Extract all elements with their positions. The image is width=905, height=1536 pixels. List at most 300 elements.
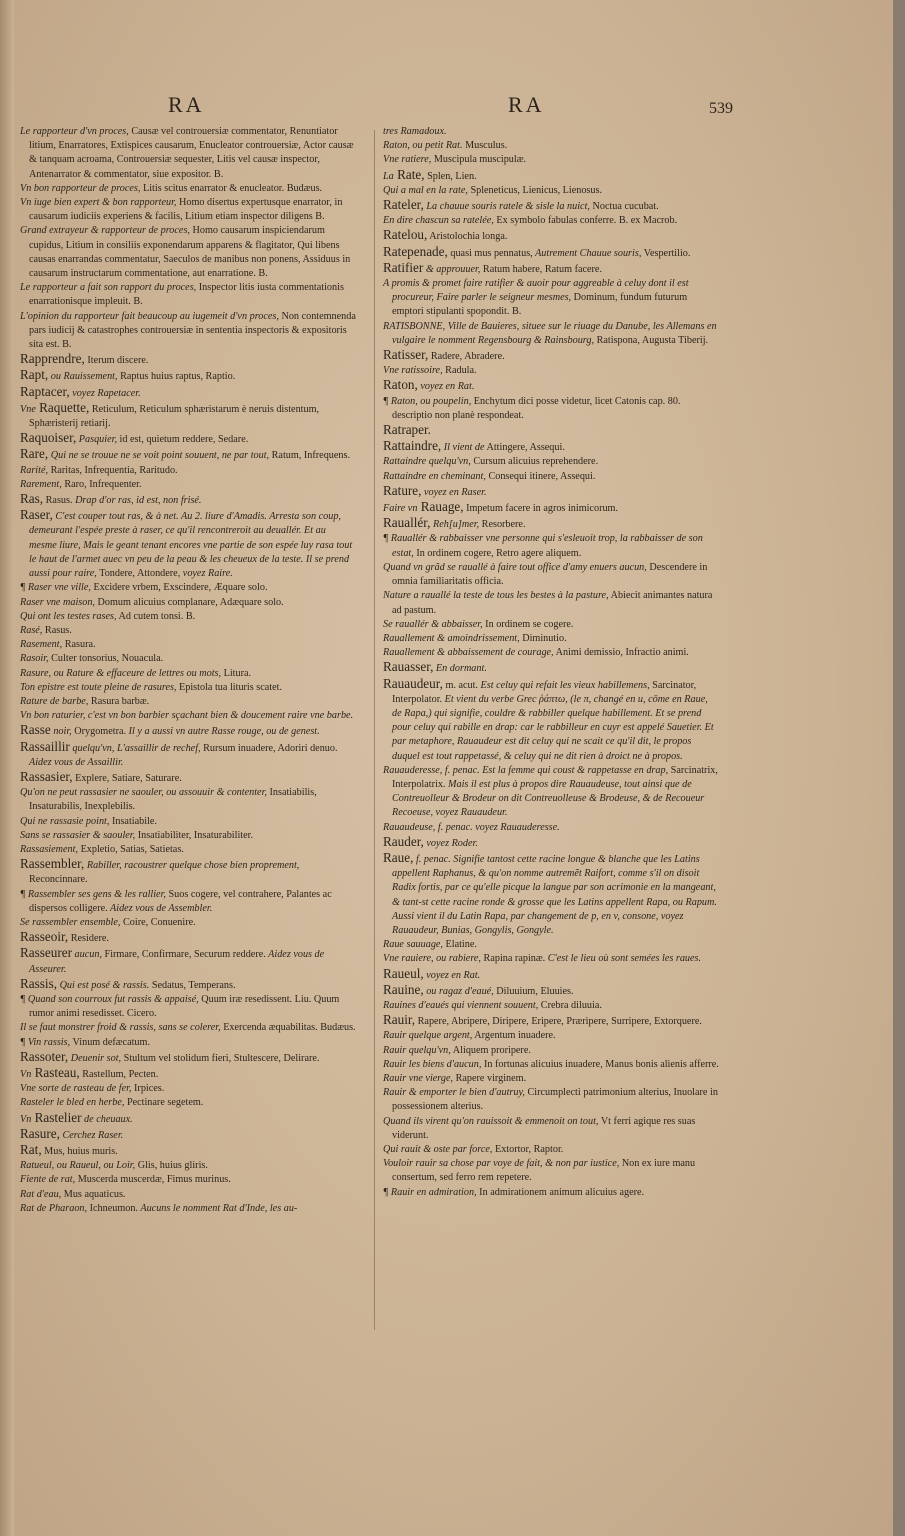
entry-latin-text: Coire, Conuenire. [120, 916, 196, 928]
dictionary-entry [383, 938, 719, 952]
dictionary-entry [20, 638, 356, 652]
entry-latin-text: Crebra diluuia. [538, 999, 602, 1011]
entry-french-text: Qui ne se trouue ne se voit point souuent, ne par tout, [48, 450, 270, 462]
dictionary-entry [20, 464, 356, 478]
dictionary-entry [20, 770, 356, 786]
dictionary-entry [383, 1044, 719, 1058]
entry-latin-text: Explere, Satiare, Saturare. [72, 772, 182, 784]
entry-headword: Rauir, [383, 1012, 416, 1028]
entry-headword: Raquette, [35, 399, 90, 415]
entry-french-text: & approuuer, [423, 263, 481, 275]
dictionary-entry [20, 1036, 356, 1050]
entry-french-text: Ratueul, ou Raueul, ou Loir, [20, 1160, 136, 1172]
dictionary-entry [383, 168, 719, 184]
entry-french-text: Vne ratiere, [383, 154, 432, 166]
entry-french-text: Et vient du verbe Grec ῥάπτω, (le π, changé en u, cōme en Raue, de Rapa,) qui signifie, couldre & rabbiller quelque habillement. Et se prend pour celuy qui rabille en drap: car le rabbilleur en cuyr est appelé Sauetier. Et par metaphore, Rauaudeur est dit celuy qui ne scait ce qu'il dit, le propos duquel est tout rappetassé, & celuy qui ne dit rien à droict ne à propos. [392, 693, 714, 762]
dictionary-entry [383, 589, 719, 617]
entry-french-text: Pasquier, [76, 434, 117, 446]
dictionary-entry [20, 857, 356, 887]
dictionary-entry [20, 492, 356, 508]
entry-french-text: Aucuns le nomment Rat d'Inde, les au- [138, 1202, 298, 1214]
dictionary-entry [20, 843, 356, 857]
entry-french-text: Raser vne maison, [20, 596, 95, 608]
entry-french-text: Rauaudeuse, f. penac. voyez Rauauderesse. [383, 821, 560, 833]
entry-headword: Rassoter, [20, 1048, 69, 1064]
dictionary-entry [383, 1029, 719, 1043]
dictionary-entry [20, 829, 356, 843]
dictionary-entry [20, 447, 356, 463]
running-head-right: RA [508, 92, 545, 117]
dictionary-entry [383, 484, 719, 500]
dictionary-entry [20, 610, 356, 624]
entry-latin-text: In ordinem se cogere. [482, 618, 574, 630]
entry-latin-text: Non contemnenda pars iudicij & catastrophes controuersiæ in sententia inspectoris & expositoris sita est. B. [29, 310, 356, 351]
entry-french-text: ¶ Quand son courroux fut rassis & appaisé, [20, 993, 199, 1005]
entry-french-text: Vn bon raturier, c'est vn bon barbier sçachant bien & doucement raire vne barbe. [20, 710, 354, 722]
entry-headword: Rat, [20, 1142, 42, 1158]
entry-french-text: quelqu'vn, L'assaillir de rechef, [69, 742, 201, 754]
entry-french-text: Rat de Pharaon, [20, 1202, 88, 1214]
dictionary-entry [383, 214, 719, 228]
entry-latin-text: Ad cutem tonsi. B. [116, 610, 196, 622]
entry-headword: Raton, [383, 377, 418, 393]
dictionary-entry [20, 1050, 356, 1066]
dictionary-entry [20, 1066, 356, 1082]
entry-latin-text: Muscerda muscerdæ, Fimus murinus. [75, 1174, 231, 1186]
dictionary-entry [383, 500, 719, 516]
dictionary-entry [383, 125, 719, 139]
dictionary-entry [20, 695, 356, 709]
dictionary-entry [20, 1143, 356, 1159]
page-gutter [0, 0, 14, 1536]
dictionary-entry [20, 624, 356, 638]
dictionary-entry [383, 455, 719, 469]
dictionary-entry [383, 618, 719, 632]
entry-latin-text: Raro, Infrequenter. [61, 478, 142, 490]
entry-french-text: Rauir & emporter le bien d'autruy, [383, 1087, 525, 1099]
entry-french-text: Rabiller, racoustrer quelque chose bien proprement, [84, 860, 300, 872]
entry-latin-text: Diminutio. [519, 632, 567, 644]
entry-headword: Rassasier, [20, 768, 73, 784]
dictionary-entry [20, 1111, 356, 1127]
entry-french-text: Se rassembler ensemble, [20, 916, 121, 928]
entry-headword: Ratepenade, [383, 243, 448, 259]
entry-headword: Rasure, [20, 1125, 60, 1141]
dictionary-entry [383, 677, 719, 764]
entry-latin-text: Resorbere. [479, 519, 526, 531]
entry-latin-text: Spleneticus, Lienicus, Lienosus. [467, 184, 603, 196]
entry-latin-text: In admirationem animum alicuius agere. [476, 1186, 645, 1198]
entry-headword: Rauder, [383, 833, 424, 849]
entry-headword: Rate, [393, 166, 425, 182]
entry-french-text: Grand extrayeur & rapporteur de proces, [20, 225, 190, 237]
entry-headword: Raueul, [383, 965, 424, 981]
entry-latin-text: Firmare, Confirmare, Securum reddere. [102, 949, 266, 961]
dictionary-entry [20, 723, 356, 739]
dictionary-entry [20, 993, 356, 1021]
entry-headword: Rasseoir, [20, 929, 69, 945]
entry-latin-text: Orygometra. [71, 726, 127, 738]
entry-headword: Rare, [20, 446, 49, 462]
entry-french-text: La [383, 170, 394, 182]
dictionary-entry [383, 139, 719, 153]
entry-headword: Rassembler, [20, 856, 85, 872]
entry-latin-text: Muscipula muscipulæ. [431, 154, 527, 166]
entry-french-text: Rat d'eau, [20, 1188, 62, 1200]
dictionary-entry [20, 977, 356, 993]
entry-latin-text: Expletio, Satias, Satietas. [78, 843, 184, 855]
dictionary-entry [383, 1086, 719, 1114]
entry-french-text: Rauallement & abbaissement de courage, [383, 647, 554, 659]
entry-headword: Rauallér, [383, 515, 431, 531]
dictionary-entry [383, 835, 719, 851]
dictionary-entry [20, 888, 356, 916]
dictionary-entry [20, 652, 356, 666]
entry-latin-text: Radula. [442, 365, 477, 377]
entry-latin-text: Residere. [68, 933, 109, 945]
entry-french-text: ¶ Raton, ou poupelin, [383, 395, 472, 407]
dictionary-entry [20, 930, 356, 946]
left-column [20, 125, 356, 1216]
entry-french-text: Cerchez Raser. [59, 1129, 124, 1141]
dictionary-entry [20, 667, 356, 681]
entry-latin-text: Rasus. [43, 495, 73, 507]
entry-headword: Raser, [20, 507, 53, 523]
entry-latin-text: Iterum discere. [84, 355, 149, 367]
entry-headword: Ratifier [383, 259, 424, 275]
entry-french-text: ¶ Rassembler ses gens & les rallier, [20, 888, 166, 900]
entry-french-text: Rauines d'eaués qui viennent souuent, [383, 999, 539, 1011]
dictionary-entry [383, 184, 719, 198]
entry-headword: Rauasser, [383, 659, 434, 675]
entry-french-text: Qui est posé & rassis. [57, 979, 150, 991]
entry-french-text: Rassasiement, [20, 843, 79, 855]
entry-headword: Ratisser, [383, 347, 429, 363]
entry-latin-text: Vinum defæcatum. [70, 1036, 150, 1048]
entry-latin-text: Sarcinator, Interpolator. [392, 679, 697, 705]
entry-latin-text: Vt ferri agique res suas viderunt. [392, 1115, 696, 1141]
entry-french-text: Vne [20, 403, 36, 415]
dictionary-entry [20, 508, 356, 581]
entry-french-text: voyez en Rat. [417, 381, 475, 393]
entry-latin-text: Suos cogere, vel contrahere, Palantes ac dispersos colligere. [29, 888, 332, 914]
dictionary-entry [383, 198, 719, 214]
dictionary-entry [20, 368, 356, 384]
dictionary-entry [20, 182, 356, 196]
dictionary-entry [383, 261, 719, 277]
dictionary-entry [20, 946, 356, 976]
entry-latin-text: Aristolochia longa. [427, 231, 508, 243]
entry-french-text: Rattaindre en cheminant, [383, 470, 486, 482]
entry-french-text: Rasé, [20, 624, 43, 636]
entry-latin-text: Radere, Abradere. [428, 351, 505, 363]
dictionary-entry [383, 228, 719, 244]
entry-french-text: RATISBONNE, Ville de Bauieres, situee sur le riuage du Danube, les Allemans en vulgaire le nomment Regensbourg & Rainsbourg, [383, 320, 717, 346]
dictionary-entry [20, 478, 356, 492]
entry-french-text: Est celuy qui refait les vieux habillemens, [477, 679, 650, 691]
entry-latin-text: Argentum inuadere. [472, 1030, 556, 1042]
entry-french-text: C'est couper tout ras, & à net. Au 2. liure d'Amadis. Arresta son coup, demeurant l'espée preste à raser, ce qu'il rencontreroit au deuallér. Et au mesme liure, Mais le geant tenant encores vne partie de son espée luy rasa tout le haut de l'armet auec vn peu de la peau & les cheueux de la teste. Il se prend aussi pour raire, [29, 511, 353, 580]
dictionary-entry [20, 385, 356, 401]
entry-french-text: Se rauallér & abbaisser, [383, 618, 483, 630]
entry-latin-text: In fortunas alicuius inuadere, Manus bonis alienis afferre. [481, 1058, 719, 1070]
entry-headword: Rasteau, [31, 1065, 80, 1080]
entry-latin-text: Elatine. [442, 939, 477, 951]
entry-french-text: de cheuaux. [81, 1113, 133, 1125]
dictionary-entry [383, 378, 719, 394]
entry-latin-text: Stultum vel stolidum fieri, Stultescere, Delirare. [121, 1052, 320, 1064]
entry-latin-text: Rursum inuadere, Adoriri denuo. [200, 742, 338, 754]
entry-french-text: Raton, ou petit Rat. [383, 140, 463, 152]
entry-headword: Ratraper. [383, 422, 431, 438]
entry-french-text: Sans se rassasier & saouler, [20, 829, 136, 841]
entry-latin-text: Abiecit animantes natura ad pastum. [392, 590, 713, 616]
entry-latin-text: Domum alicuius complanare, Adæquare solo. [94, 596, 284, 608]
entry-headword: Rauage, [417, 499, 464, 515]
entry-french-text: ¶ Rauir en admiration, [383, 1186, 477, 1198]
dictionary-entry [20, 281, 356, 309]
entry-latin-text: Rapere, Abripere, Diripere, Eripere, Præripere, Surripere, Extorquere. [415, 1016, 702, 1028]
entry-french-text: f. penac. Signifie tantost cette racine longue & blanche que les Latins appellent Raphanus, & qu'on nomme autremẽt Raifort, comme s'il on disoit Radix fortis, par ce qu'elle picque la langue par son acrimonie en la mangeant, & tant-st cette racine ronde & grosse que les Latins appellent Rapa, ou Rapum. Aussi vient il du Latin Rapa, par changement de p, en v, consone, voyez Rauaudeur, Bunias, Gongylis, Gongyle. [392, 853, 717, 936]
dictionary-entry [383, 764, 719, 821]
dictionary-entry [383, 348, 719, 364]
entry-french-text: Drap d'or ras, id est, non frisé. [72, 495, 202, 507]
entry-latin-text: Homo causarum inspiciendarum cupidus, Litium in consiliis exponendarum apparens & flagitator, Qui libens causas enarrandas commentatur, Saeculos de manibus non ponens, Assiduus in causarum instructarum commentatione, aut enarratione. B. [29, 225, 351, 280]
entry-french-text: Autrement Chauue souris, [532, 247, 642, 259]
entry-french-text: ¶ Raser vne ville, [20, 582, 91, 594]
entry-french-text: Vn iuge bien expert & bon rapporteur, [20, 197, 177, 209]
dictionary-entry [20, 581, 356, 595]
entry-french-text: Raue sauuage, [383, 939, 443, 951]
entry-french-text: Rauir quelqu'vn, [383, 1044, 451, 1056]
entry-french-text: Vn [20, 1113, 32, 1125]
dictionary-entry [20, 1188, 356, 1202]
entry-latin-text: Aliquem proripere. [450, 1044, 531, 1056]
entry-latin-text: Irpices. [131, 1083, 165, 1095]
entry-french-text: aucun, [72, 949, 102, 961]
entry-french-text: Ton epistre est toute pleine de rasures, [20, 681, 177, 693]
entry-french-text: Quand ils virent qu'on rauissoit & emmenoit on tout, [383, 1115, 599, 1127]
entry-headword: Rapprendre, [20, 351, 85, 367]
entry-latin-text: Ichneumon. [87, 1202, 138, 1214]
entry-headword: Rapt, [20, 367, 49, 383]
entry-french-text: Le rapporteur a fait son rapport du proces, [20, 282, 197, 294]
entry-latin-text: Animi demissio, Infractio animi. [553, 647, 689, 659]
entry-latin-text: Reconcinnare. [29, 874, 88, 886]
entry-headword: Rattaindre, [383, 438, 442, 454]
entry-french-text: Qui rauit & oste par force, [383, 1144, 493, 1156]
dictionary-entry [20, 401, 356, 431]
entry-french-text: voyez en Raser. [421, 486, 487, 498]
page-number: 539 [709, 100, 733, 117]
entry-latin-text: Extortor, Raptor. [492, 1144, 564, 1156]
entry-latin-text: Insatiabilis, Insaturabilis, Inexplebilis. [29, 787, 317, 813]
entry-latin-text: Consequi itinere, Assequi. [485, 470, 596, 482]
right-column [383, 125, 719, 1200]
entry-latin-text: Descendere in omnia familiaritatis officia. [392, 561, 708, 588]
entry-latin-text: Insatiabiliter, Insaturabiliter. [135, 829, 254, 841]
entry-headword: Rasse [20, 722, 51, 738]
dictionary-entry [20, 1082, 356, 1096]
entry-french-text: C'est le lieu où sont semées les raues. [545, 953, 702, 965]
entry-french-text: Qui ont les testes rases, [20, 610, 117, 622]
entry-latin-text: Rapere virginem. [453, 1073, 527, 1084]
dictionary-entry [383, 532, 719, 560]
page-edge [893, 0, 905, 1536]
entry-french-text: Vouloir rauir sa chose par voye de fait, & non par iustice, [383, 1158, 620, 1170]
dictionary-entry [20, 740, 356, 770]
entry-french-text: Fiente de rat, [20, 1174, 76, 1186]
entry-french-text: Mais il est plus à propos dire Rauaudeuse, tout ainsi que de Contreuolleur & Brodeur on dit Contreuolleuse & Brodeuse, & de Recoueur Recoeuse, voyez Rauaudeur. [392, 778, 705, 819]
entry-latin-text: Rapina rapinæ. [480, 953, 546, 965]
dictionary-entry [383, 320, 719, 348]
entry-french-text: Rauallement & amoindrissement, [383, 632, 520, 644]
entry-latin-text: Ratum habere, Ratum facere. [480, 263, 602, 275]
entry-latin-text: Pectinare segetem. [124, 1097, 204, 1109]
column-rule [374, 130, 375, 1330]
entry-latin-text: Raptus huius raptus, Raptio. [117, 371, 236, 383]
entry-headword: Ratelou, [383, 227, 428, 243]
entry-french-text: Rature de barbe, [20, 695, 89, 707]
entry-latin-text: Enchytum dici posse videtur, licet Catonis cap. 80. descriptio non planè respondeat. [392, 395, 681, 421]
dictionary-entry [383, 364, 719, 378]
entry-french-text: En dire chascun sa ratelée, [383, 215, 494, 227]
entry-headword: Raptacer, [20, 383, 70, 399]
dictionary-entry [383, 851, 719, 938]
entry-french-text: Rauauderesse, f. penac. Est la femme qui coust & rappetasse en drap, [383, 764, 669, 776]
entry-latin-text: Ratum, Infrequens. [269, 450, 351, 462]
dictionary-entry [20, 1173, 356, 1187]
entry-french-text: Qu'on ne peut rassasier ne saouler, ou assouuir & contenter, [20, 787, 267, 799]
entry-french-text: ¶ Vin rassis, [20, 1036, 71, 1048]
entry-latin-text: Attingere, Assequi. [484, 442, 565, 454]
entry-french-text: La chauue souris ratele & sisle la nuict, [423, 201, 590, 213]
entry-headword: Rauine, [383, 981, 424, 997]
dictionary-entry [20, 916, 356, 930]
dictionary-entry [383, 983, 719, 999]
entry-latin-text: Musculus. [462, 140, 508, 152]
entry-french-text: Nature a rauallé la teste de tous les bestes à la pasture, [383, 590, 609, 602]
entry-headword: Raue, [383, 849, 414, 865]
entry-french-text: Rasure, ou Rature & effaceure de lettres ou mots, [20, 667, 222, 679]
dictionary-entry [20, 1021, 356, 1035]
entry-french-text: Rarité, [20, 464, 49, 476]
entry-latin-text: Ratispona, Augusta Tiberij. [594, 334, 709, 346]
entry-latin-text: Quum iræ resedissent. Liu. Quum rumor animi resedisset. Cicero. [29, 993, 340, 1020]
dictionary-entry [383, 1013, 719, 1029]
dictionary-entry [383, 952, 719, 966]
entry-french-text: ¶ Rauallér & rabbaisser vne personne qui s'esleuoit trop, la rabbaisser de son estat, [383, 533, 703, 559]
dictionary-entry [20, 352, 356, 368]
entry-headword: Ras, [20, 491, 44, 507]
entry-french-text: Vn bon rapporteur de proces, [20, 182, 141, 194]
entry-latin-text: Splen, Lien. [424, 170, 477, 182]
dictionary-entry [383, 245, 719, 261]
dictionary-entry [20, 1202, 356, 1216]
entry-french-text: A promis & promet faire ratifier & auoir pour aggreable à celuy dont il est procureur, Faire parler le seigneur mesmes, [383, 278, 689, 304]
dictionary-entry [383, 1143, 719, 1157]
dictionary-entry [383, 561, 719, 589]
entry-latin-text: Impetum facere in agros inimicorum. [463, 503, 619, 515]
entry-french-text: Qui a mal en la rate, [383, 184, 468, 196]
entry-headword: Rastelier [31, 1109, 82, 1125]
entry-french-text: voyez Rapetacer. [69, 387, 141, 399]
entry-latin-text: Ex symbolo fabulas conferre. B. ex Macrob. [493, 215, 678, 227]
dictionary-entry [383, 470, 719, 484]
entry-french-text: Rauir quelque argent, [383, 1030, 473, 1042]
entry-french-text: Rauir les biens d'aucun, [383, 1058, 482, 1070]
entry-headword: Rature, [383, 482, 422, 498]
entry-latin-text: Raritas, Infrequentia, Raritudo. [48, 464, 178, 476]
entry-french-text: Rattaindre quelqu'vn, [383, 456, 471, 468]
entry-latin-text: m. acut. [442, 679, 478, 691]
dictionary-entry [20, 786, 356, 814]
entry-latin-text: Litis scitus enarrator & enucleator. Budæus. [140, 182, 323, 194]
dictionary-entry [20, 709, 356, 723]
entry-french-text: Rarement, [20, 478, 62, 490]
entry-latin-text: Culter tonsorius, Nouacula. [48, 653, 164, 665]
entry-french-text: voyez en Rat. [423, 969, 481, 981]
entry-french-text: noir, [50, 726, 72, 738]
entry-latin-text: In ordinem cogere, Retro agere aliquem. [413, 547, 582, 559]
dictionary-entry [383, 646, 719, 660]
entry-french-text: Deuenir sot, [68, 1052, 122, 1064]
dictionary-entry [383, 423, 719, 439]
entry-french-text: Rauir vne vierge, [383, 1073, 454, 1084]
dictionary-entry [383, 439, 719, 455]
entry-latin-text: Glis, huius gliris. [135, 1160, 208, 1172]
entry-latin-text: Exercenda æquabilitas. Budæus. [220, 1022, 356, 1034]
entry-latin-text: Rasura. [62, 639, 96, 651]
entry-french-text: Rasoir, [20, 653, 49, 665]
entry-french-text: Aidez vous de Asseurer. [29, 949, 325, 975]
entry-latin-text: Tondere, Attondere, [96, 568, 181, 580]
dictionary-entry [20, 224, 356, 281]
dictionary-entry [20, 431, 356, 447]
entry-headword: Rasseurer [20, 945, 72, 961]
entry-latin-text: Rasus. [42, 624, 72, 636]
entry-french-text: voyez Roder. [423, 837, 478, 849]
entry-french-text: Aidez vous de Assaillir. [29, 756, 124, 768]
dictionary-entry [383, 153, 719, 167]
entry-latin-text: id est, quietum reddere, Sedare. [117, 434, 249, 446]
entry-latin-text: Insatiabile. [109, 815, 157, 827]
dictionary-entry [20, 596, 356, 610]
dictionary-entry [383, 1058, 719, 1072]
entry-french-text: Il vient de [441, 442, 485, 454]
entry-latin-text: Rastellum, Pecten. [79, 1069, 159, 1080]
dictionary-entry [20, 125, 356, 182]
entry-latin-text: Noctua cucubat. [589, 201, 659, 213]
entry-headword: Rassis, [20, 975, 58, 991]
dictionary-entry [20, 310, 356, 353]
entry-latin-text: quasi mus pennatus, [447, 247, 533, 259]
entry-headword: Rateler, [383, 197, 424, 213]
entry-french-text: Rasteler le bled en herbe, [20, 1097, 125, 1109]
entry-latin-text: Mus, huius muris. [41, 1146, 118, 1158]
dictionary-entry [20, 196, 356, 224]
entry-latin-text: Causæ vel controuersiæ commentator, Renuntiator litium, Enarratores, Extispices causarum, Enucleator controuersiæ, Actor causæ & tanquam acroama, Controuersiæ sequester, Litis vel causæ inspector, Antenarrator & commentator, siue expositor. B. [29, 126, 354, 180]
dictionary-entry [383, 1186, 719, 1200]
entry-french-text: Faire vn [383, 503, 418, 515]
entry-latin-text: Sedatus, Temperans. [149, 979, 236, 991]
dictionary-entry [383, 999, 719, 1013]
dictionary-entry [20, 815, 356, 829]
dictionary-entry [383, 277, 719, 320]
entry-french-text: tres Ramadoux. [383, 126, 447, 137]
entry-french-text: voyez Raire. [180, 568, 233, 580]
entry-french-text: Reh[u]mer, [430, 519, 480, 531]
